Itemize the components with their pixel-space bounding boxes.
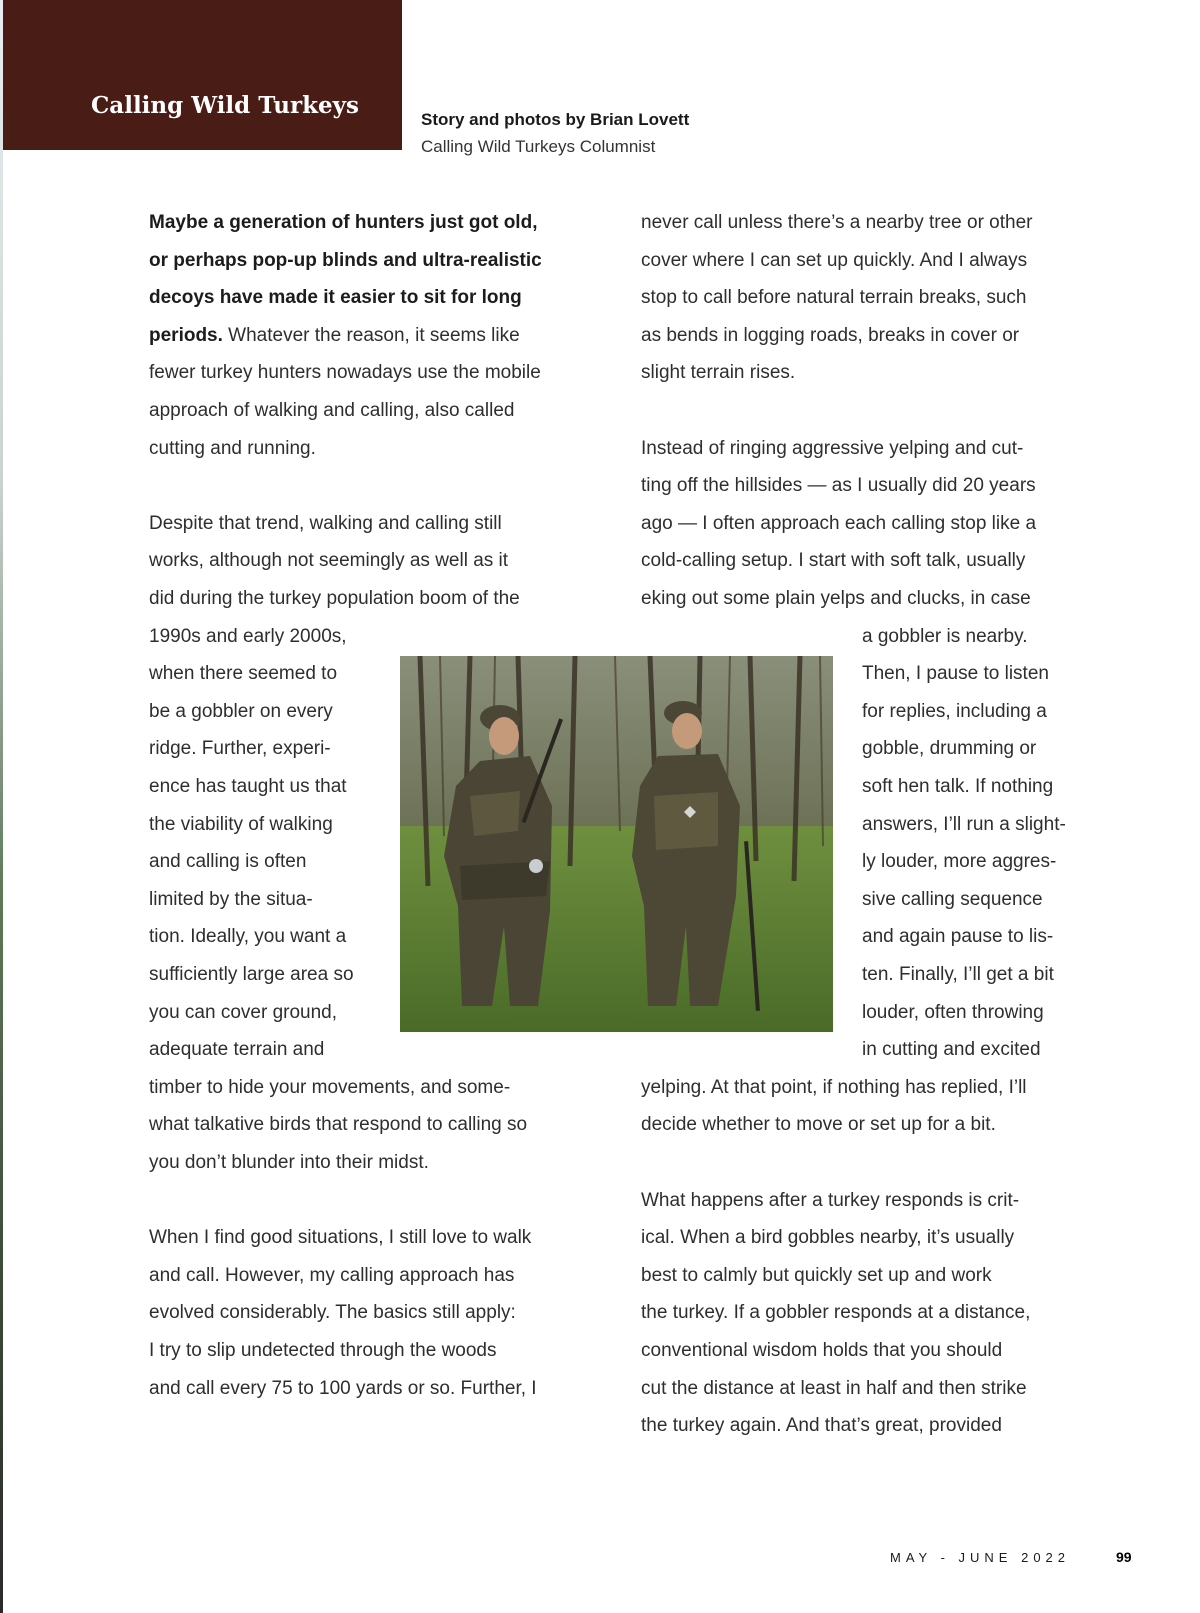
article-line: sufficiently large area so: [149, 964, 354, 985]
article-line: 1990s and early 2000s,: [149, 625, 347, 647]
article-line: when there seemed to: [149, 663, 338, 685]
article-line: ence has taught us that: [149, 776, 347, 797]
article-line: fewer turkey hunters nowadays use the mobile: [149, 362, 541, 384]
article-line: Maybe a generation of hunters just got old,: [149, 212, 538, 233]
article-line: louder, often throwing: [862, 1001, 1044, 1023]
article-line: eking out some plain yelps and clucks, in case: [641, 588, 1031, 609]
article-line: tion. Ideally, you want a: [149, 926, 347, 948]
article-line: did during the turkey population boom of the: [149, 588, 520, 609]
article-line: gobble, drumming or: [862, 738, 1037, 760]
lead-in-rest: Whatever the reason, it seems like: [222, 324, 520, 346]
article-line: adequate terrain and: [149, 1039, 325, 1061]
article-line: stop to call before natural terrain breaks, such: [641, 287, 1027, 309]
article-line: and calling is often: [149, 851, 307, 873]
article-line: you don’t blunder into their midst.: [149, 1152, 429, 1173]
article-line: limited by the situa-: [149, 888, 313, 910]
article-line: [149, 325, 520, 353]
article-line: What happens after a turkey responds is crit-: [641, 1189, 1020, 1211]
page-edge-strip: [0, 0, 3, 1613]
byline: [421, 106, 689, 160]
article-line: conventional wisdom holds that you should: [641, 1340, 1003, 1361]
article-line: ridge. Further, experi-: [149, 738, 331, 760]
section-title: Calling Wild Turkeys: [91, 92, 359, 119]
article-line: Despite that trend, walking and calling still: [149, 512, 502, 534]
article-line: Instead of ringing aggressive yelping and cut-: [641, 437, 1024, 459]
article-line: I try to slip undetected through the woods: [149, 1340, 497, 1361]
article-line: cutting and running.: [149, 437, 316, 459]
article-line: what talkative birds that respond to calling so: [149, 1114, 528, 1136]
article-line: a gobbler is nearby.: [862, 625, 1028, 647]
article-line: works, although not seemingly as well as it: [149, 550, 509, 572]
article-line: the turkey. If a gobbler responds at a distance,: [641, 1302, 1031, 1324]
byline-author: Story and photos by Brian Lovett: [421, 110, 690, 129]
article-line: timber to hide your movements, and some-: [149, 1076, 511, 1098]
article-line: as bends in logging roads, breaks in cover or: [641, 324, 1020, 346]
page-number: 99: [1116, 1549, 1132, 1565]
article-line: ting off the hillsides — as I usually did 20 years: [641, 475, 1036, 497]
article-line: cold-calling setup. I start with soft talk, usually: [641, 550, 1026, 572]
article-line: When I find good situations, I still love to walk: [149, 1227, 532, 1249]
article-line: cut the distance at least in half and then strike: [641, 1377, 1027, 1399]
article-line: never call unless there’s a nearby tree or other: [641, 212, 1033, 233]
article-line: or perhaps pop-up blinds and ultra-realistic: [149, 249, 542, 271]
lead-in-bold: periods.: [149, 324, 223, 346]
section-banner: [3, 0, 402, 150]
article-line: and call every 75 to 100 yards or so. Further, I: [149, 1377, 537, 1399]
article-line: evolved considerably. The basics still apply:: [149, 1302, 516, 1324]
byline-role: Calling Wild Turkeys Columnist: [421, 137, 656, 156]
article-line: approach of walking and calling, also called: [149, 400, 515, 421]
article-line: decide whether to move or set up for a bit.: [641, 1114, 996, 1136]
article-line: in cutting and excited: [862, 1039, 1041, 1061]
article-line: and call. However, my calling approach has: [149, 1264, 515, 1286]
article-line: sive calling sequence: [862, 888, 1043, 910]
issue-date: MAY - JUNE 2022: [890, 1550, 1071, 1565]
article-line: yelping. At that point, if nothing has replied, I’ll: [641, 1076, 1027, 1098]
article-line: decoys have made it easier to sit for long: [149, 287, 522, 309]
photo-hunters-in-camo-icon: [400, 656, 833, 1032]
article-line: ical. When a bird gobbles nearby, it’s usually: [641, 1227, 1015, 1249]
article-line: the turkey again. And that’s great, provided: [641, 1415, 1002, 1437]
article-line: be a gobbler on every: [149, 700, 333, 722]
article-line: ten. Finally, I’ll get a bit: [862, 964, 1054, 985]
article-line: soft hen talk. If nothing: [862, 776, 1054, 797]
article-line: the viability of walking: [149, 813, 333, 835]
article-line: cover where I can set up quickly. And I always: [641, 249, 1028, 271]
article-line: ago — I often approach each calling stop like a: [641, 512, 1037, 534]
article-line: for replies, including a: [862, 700, 1047, 722]
article-line: ly louder, more aggres-: [862, 851, 1057, 873]
article-line: you can cover ground,: [149, 1001, 338, 1023]
article-line: best to calmly but quickly set up and work: [641, 1264, 992, 1286]
article-line: and again pause to lis-: [862, 926, 1054, 948]
article-photo: [400, 656, 833, 1032]
article-line: Then, I pause to listen: [862, 663, 1049, 685]
article-line: answers, I’ll run a slight-: [862, 813, 1066, 835]
article-line: slight terrain rises.: [641, 362, 796, 384]
